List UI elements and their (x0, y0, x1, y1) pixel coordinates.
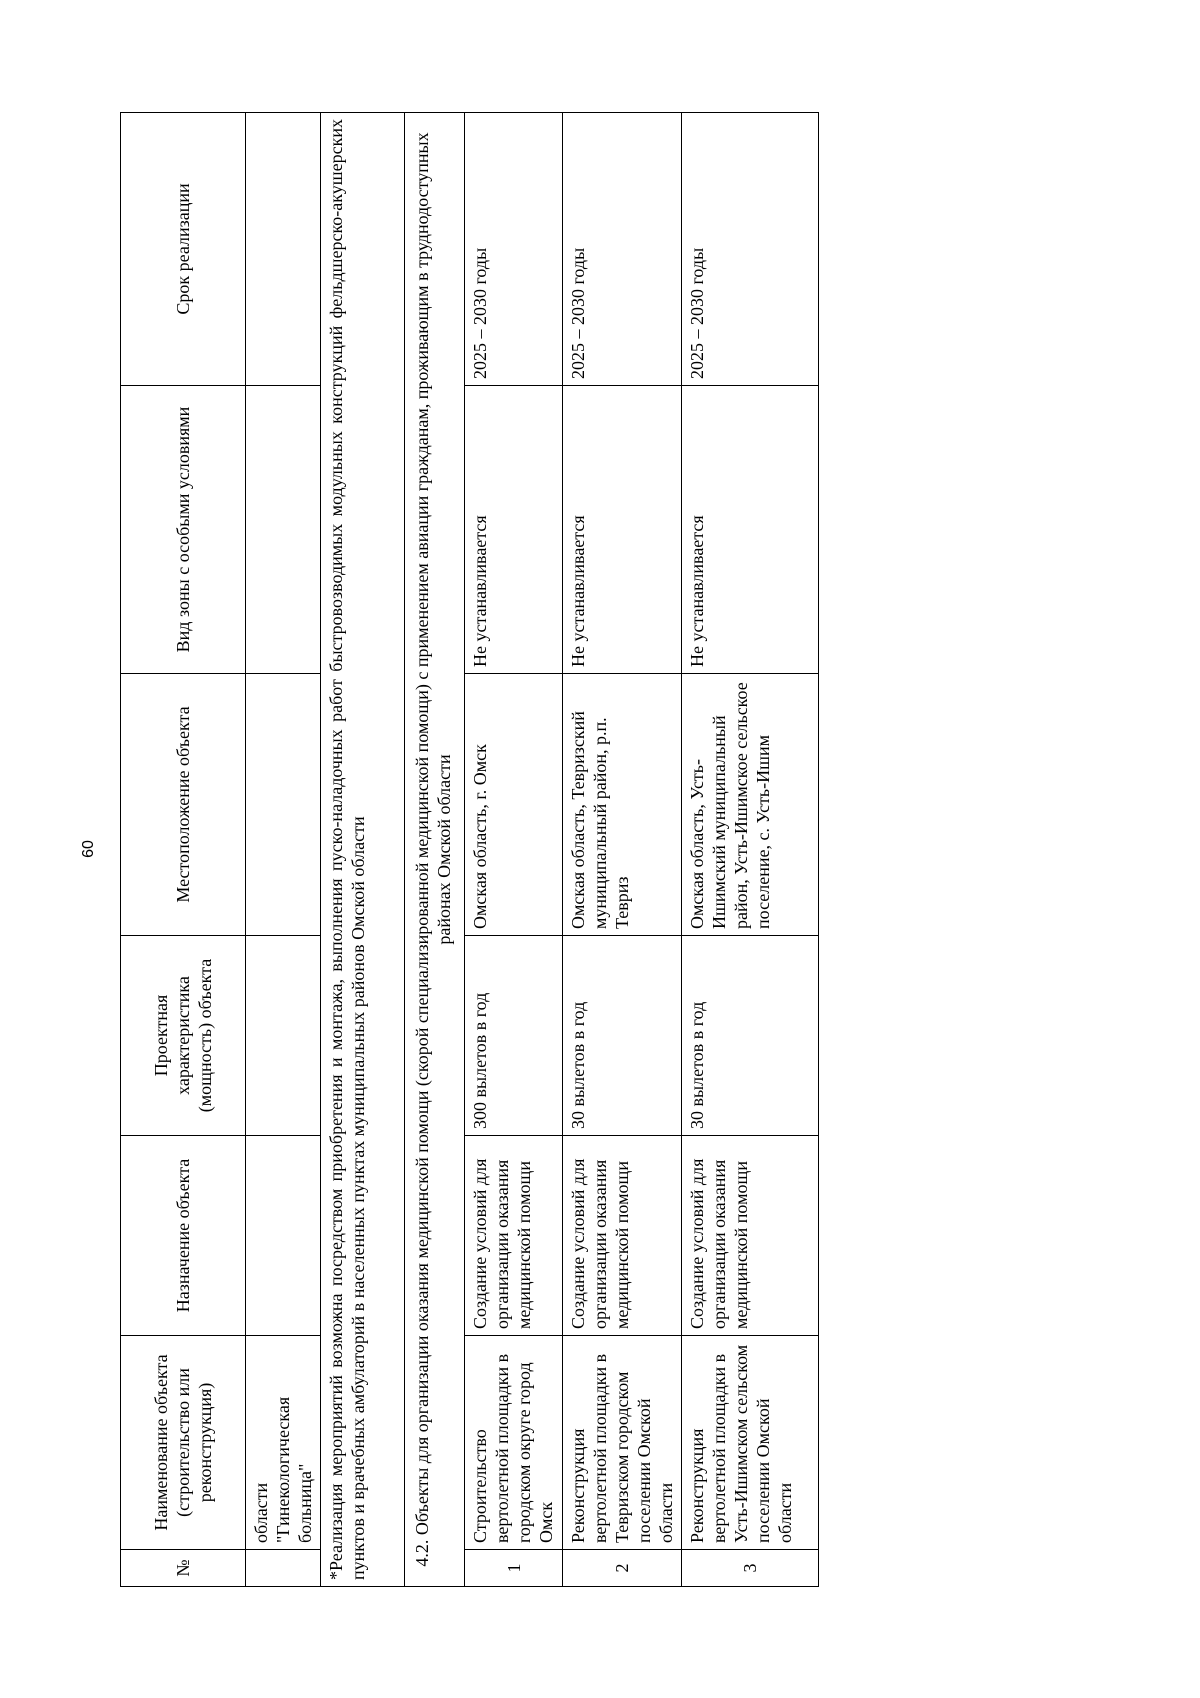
rotated-page-content (120, 113, 795, 1587)
table-row-continuation (246, 113, 321, 1587)
header-term: Срок реализации (121, 113, 246, 386)
cell-zone: Не устанавливается (682, 386, 819, 674)
objects-table (120, 112, 819, 1587)
cell-purpose: Создание условий для организации оказания медицинской помощи (465, 1136, 563, 1336)
cell-term: 2025 – 2030 годы (563, 113, 682, 386)
table-row (682, 113, 819, 1587)
cell-num: 3 (682, 1550, 819, 1587)
table-header-row (121, 113, 246, 1587)
cell-term (246, 113, 321, 386)
cell-capacity: 30 вылетов в год (563, 936, 682, 1136)
cell-name: области "Гинекологическая больница" (246, 1336, 321, 1550)
note-row (321, 113, 405, 1587)
cell-name: Строительство вертолетной площадки в городском округе город Омск (465, 1336, 563, 1550)
note-text: *Реализация мероприятий возможна посредством приобретения и монтажа, выполнения пуско-наладочных работ быстровозводимых модульных конструкций фельдшерско-акушерских пунктов и врачебных амбулаторий в населенных пунктах муниципальных районов Омской области (321, 113, 405, 1587)
cell-capacity: 30 вылетов в год (682, 936, 819, 1136)
cell-num: 2 (563, 1550, 682, 1587)
cell-zone: Не устанавливается (465, 386, 563, 674)
header-name: Наименование объекта (строительство или реконструкция) (121, 1336, 246, 1550)
cell-term: 2025 – 2030 годы (465, 113, 563, 386)
cell-name: Реконструкция вертолетной площадки в Усть-Ишимском сельском поселении Омской области (682, 1336, 819, 1550)
cell-num: 1 (465, 1550, 563, 1587)
cell-name: Реконструкция вертолетной площадки в Тевризском городском поселении Омской области (563, 1336, 682, 1550)
cell-location: Омская область, г. Омск (465, 674, 563, 936)
header-location: Местоположение объекта (121, 674, 246, 936)
section-title: 4.2. Объекты для организации оказания медицинской помощи (скорой специализированной медицинской помощи) с применением авиации гражданам, проживающим в труднодоступных районах Омской области (405, 113, 465, 1587)
cell-purpose (246, 1136, 321, 1336)
cell-location: Омская область, Тевризский муниципальный район, р.п. Тевриз (563, 674, 682, 936)
cell-purpose: Создание условий для организации оказания медицинской помощи (563, 1136, 682, 1336)
header-capacity: Проектная характеристика (мощность) объекта (121, 936, 246, 1136)
cell-location (246, 674, 321, 936)
header-purpose: Назначение объекта (121, 1136, 246, 1336)
cell-capacity (246, 936, 321, 1136)
table-row (563, 113, 682, 1587)
cell-zone: Не устанавливается (563, 386, 682, 674)
cell-location: Омская область, Усть-Ишимский муниципальный район, Усть-Ишимское сельское поселение, с. Усть-Ишим (682, 674, 819, 936)
cell-term: 2025 – 2030 годы (682, 113, 819, 386)
section-row (405, 113, 465, 1587)
cell-purpose: Создание условий для организации оказания медицинской помощи (682, 1136, 819, 1336)
table-row (465, 113, 563, 1587)
cell-capacity: 300 вылетов в год (465, 936, 563, 1136)
cell-num (246, 1550, 321, 1587)
page-number: 60 (80, 840, 97, 858)
header-zone: Вид зоны с особыми условиями (121, 386, 246, 674)
header-num: № (121, 1550, 246, 1587)
cell-zone (246, 386, 321, 674)
